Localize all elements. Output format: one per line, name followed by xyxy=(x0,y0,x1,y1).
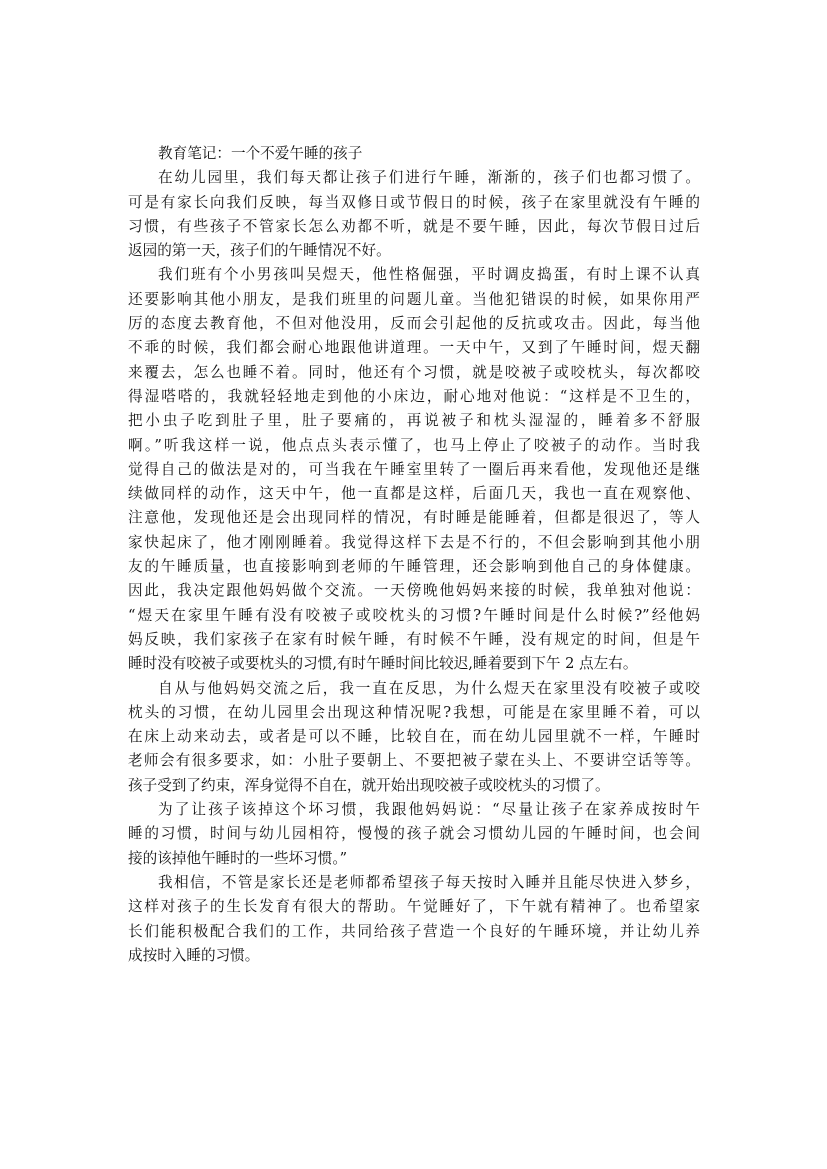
paragraph-line: 长们能积极配合我们的工作，共同给孩子营造一个良好的午睡环境，并让幼儿养 xyxy=(128,922,700,940)
paragraph-line: 我们班有个小男孩叫吴煜天，他性格倔强，平时调皮捣蛋，有时上课不认真 xyxy=(158,266,700,284)
paragraph-line: 自从与他妈妈交流之后，我一直在反思，为什么煜天在家里没有咬被子或咬 xyxy=(158,679,700,697)
paragraph-line: 为了让孩子该掉这个坏习惯，我跟他妈妈说：“尽量让孩子在家养成按时午 xyxy=(158,801,700,819)
paragraph-line: 妈反映，我们家孩子在家有时候午睡，有时候不午睡，没有规定的时间，但是午 xyxy=(128,630,700,648)
paragraph-line: 把小虫子吃到肚子里，肚子要痛的，再说被子和枕头湿湿的，睡着多不舒服 xyxy=(128,412,700,430)
paragraph-line: 在床上动来动去，或者是可以不睡，比较自在，而在幼儿园里就不一样，午睡时 xyxy=(128,728,700,746)
paragraph-line: 啊。”听我这样一说，他点点头表示懂了，也马上停止了咬被子的动作。当时我 xyxy=(128,436,700,454)
paragraph-4 xyxy=(128,798,700,871)
paragraph-line: 睡的习惯，时间与幼儿园相符，慢慢的孩子就会习惯幼儿园的午睡时间，也会间 xyxy=(128,825,700,843)
paragraph-line: 在幼儿园里，我们每天都让孩子们进行午睡，渐渐的，孩子们也都习惯了。 xyxy=(158,169,700,187)
paragraph-line: 成按时入睡的习惯。 xyxy=(128,946,260,964)
paragraph-line: 友的午睡质量，也直接影响到老师的午睡管理，还会影响到他自己的身体健康。 xyxy=(128,558,700,576)
paragraph-line: 孩子受到了约束，浑身觉得不自在，就开始出现咬被子或咬枕头的习惯了。 xyxy=(128,776,610,794)
paragraph-line: 接的该掉他午睡时的一些坏习惯。” xyxy=(128,849,348,867)
paragraph-3 xyxy=(128,677,700,798)
paragraph-1 xyxy=(128,166,700,263)
paragraph-line: 我相信，不管是家长还是老师都希望孩子每天按时入睡并且能尽快进入梦乡， xyxy=(158,873,700,891)
paragraph-line: 睡时没有咬被子或要枕头的习惯,有时午睡时间比较迟,睡着要到下午 2 点左右。 xyxy=(128,655,638,673)
paragraph-line: 得湿嗒嗒的，我就轻轻地走到他的小床边，耐心地对他说：“这样是不卫生的， xyxy=(128,387,700,405)
paragraph-line: 厉的态度去教育他，不但对他没用，反而会引起他的反抗或攻击。因此，每当他 xyxy=(128,315,700,333)
paragraph-line: 续做同样的动作，这天中午，他一直都是这样，后面几天，我也一直在观察他、 xyxy=(128,485,700,503)
document-title: 教育笔记：一个不爱午睡的孩子 xyxy=(158,145,363,162)
paragraph-line: 家快起床了，他才刚刚睡着。我觉得这样下去是不行的，不但会影响到其他小朋 xyxy=(128,533,700,551)
paragraph-line: “煜天在家里午睡有没有咬被子或咬枕头的习惯?午睡时间是什么时候?”经他妈 xyxy=(128,606,700,624)
paragraph-line: 习惯，有些孩子不管家长怎么劝都不听，就是不要午睡，因此，每次节假日过后 xyxy=(128,217,700,235)
paragraph-line: 还要影响其他小朋友，是我们班里的问题儿童。当他犯错误的时候，如果你用严 xyxy=(128,290,700,308)
paragraph-line: 因此，我决定跟他妈妈做个交流。一天傍晚他妈妈来接的时候，我单独对他说： xyxy=(128,582,700,600)
document-body xyxy=(128,142,700,968)
paragraph-line: 不乖的时候，我们都会耐心地跟他讲道理。一天中午，又到了午睡时间，煜天翻 xyxy=(128,339,700,357)
paragraph-line: 返园的第一天，孩子们的午睡情况不好。 xyxy=(128,242,391,260)
paragraph-line: 注意他，发现他还是会出现同样的情况，有时睡是能睡着，但都是很迟了，等人 xyxy=(128,509,700,527)
paragraph-line: 觉得自己的做法是对的，可当我在午睡室里转了一圈后再来看他，发现他还是继 xyxy=(128,460,700,478)
paragraph-line: 老师会有很多要求，如：小肚子要朝上、不要把被子蒙在头上、不要讲空话等等。 xyxy=(128,752,700,770)
paragraph-5 xyxy=(128,871,700,968)
paragraph-2 xyxy=(128,263,700,676)
paragraph-line: 这样对孩子的生长发育有很大的帮助。午觉睡好了，下午就有精神了。也希望家 xyxy=(128,898,700,916)
paragraph-line: 枕头的习惯，在幼儿园里会出现这种情况呢?我想，可能是在家里睡不着，可以 xyxy=(128,703,700,721)
paragraph-line: 可是有家长向我们反映，每当双修日或节假日的时候，孩子在家里就没有午睡的 xyxy=(128,193,700,211)
paragraph-line: 来覆去，怎么也睡不着。同时，他还有个习惯，就是咬被子或咬枕头，每次都咬 xyxy=(128,363,700,381)
